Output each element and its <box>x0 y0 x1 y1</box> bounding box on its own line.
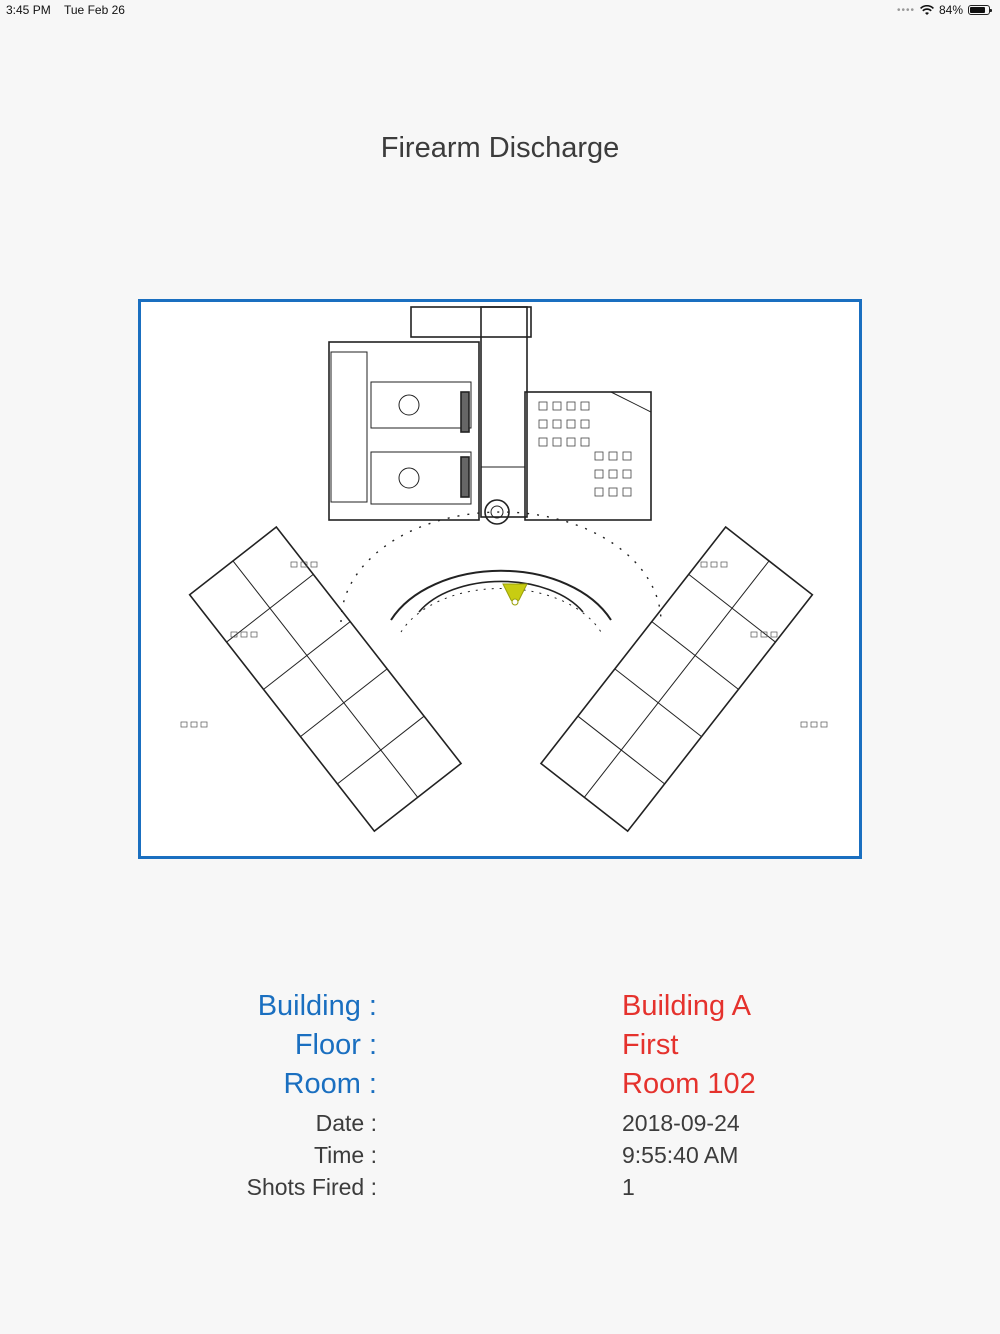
floor-plan-map[interactable] <box>138 299 862 859</box>
floor-label: Floor : <box>294 1029 377 1061</box>
wifi-icon <box>920 5 934 16</box>
status-time: 3:45 PM <box>6 3 51 17</box>
date-label: Date : <box>315 1110 377 1136</box>
page-title: Firearm Discharge <box>380 132 620 164</box>
cafeteria <box>525 392 651 520</box>
floor-value: First <box>622 1029 679 1061</box>
room-value: Room 102 <box>622 1068 756 1100</box>
date-value: 2018-09-24 <box>622 1110 740 1136</box>
location-marker-icon[interactable] <box>503 584 527 605</box>
shots-fired-value: 1 <box>622 1174 635 1200</box>
status-indicators <box>897 3 990 17</box>
status-bar <box>0 0 1000 22</box>
shots-fired-label: Shots Fired : <box>246 1174 377 1200</box>
building-value: Building A <box>622 990 751 1022</box>
floor-plan-drawing <box>141 302 859 856</box>
time-value: 9:55:40 AM <box>622 1142 739 1168</box>
room-label: Room : <box>283 1068 377 1100</box>
time-label: Time : <box>313 1142 377 1168</box>
multitasking-dots-icon: •••• <box>896 4 915 16</box>
building-label: Building : <box>257 990 377 1022</box>
status-date: Tue Feb 26 <box>64 3 125 17</box>
battery-percentage: 84% <box>938 3 963 17</box>
gymnasium <box>329 342 479 520</box>
battery-icon <box>968 5 990 15</box>
